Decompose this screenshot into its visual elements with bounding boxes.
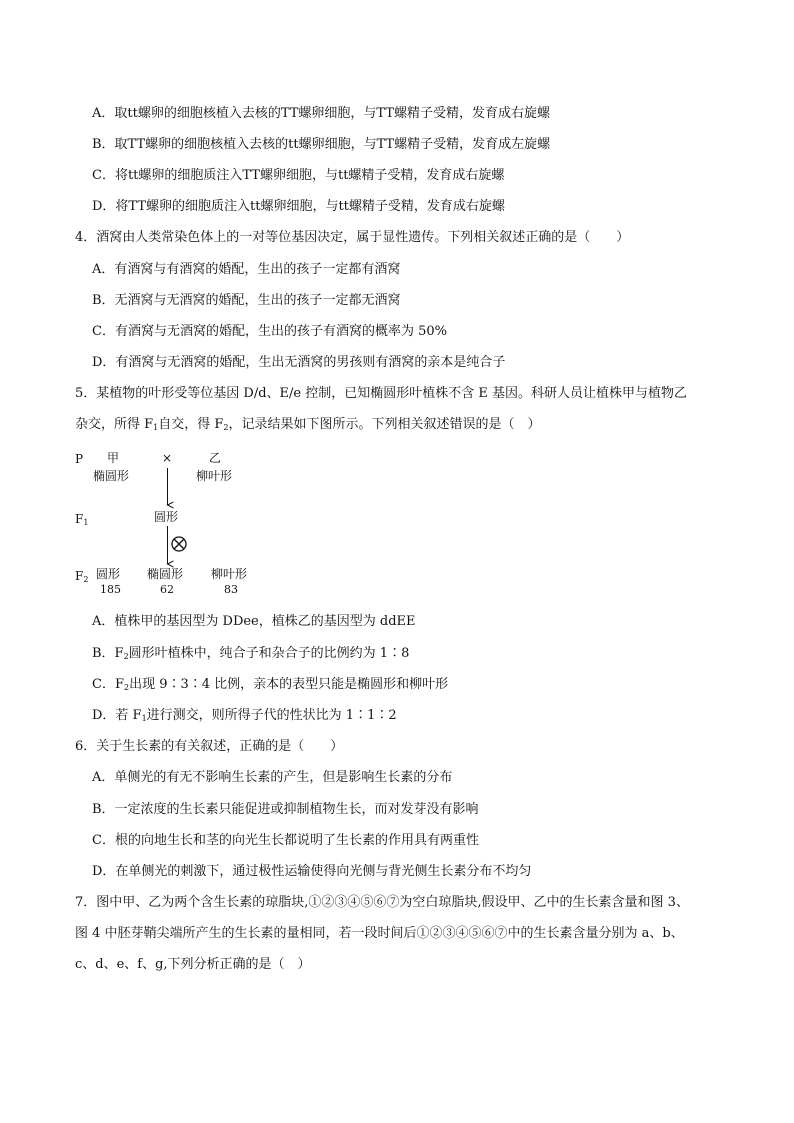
f2-result-count: 83 <box>224 583 238 596</box>
q6-option-c: C．根的向地生长和茎的向光生长都说明了生长素的作用具有两重性 <box>92 833 479 848</box>
q7-stem-line2: 图 4 中胚芽鞘尖端所产生的生长素的量相同，若一段时间后①②③④⑤⑥⑦中的生长素含量分别为 a、b、 <box>75 926 684 941</box>
q6-option-b: B．一定浓度的生长素只能促进或抑制植物生长，而对发芽没有影响 <box>92 802 479 817</box>
q7-stem-line3: c、d、e、f、g,下列分析正确的是（ ） <box>75 957 311 972</box>
q5-stem-line1: 5．某植物的叶形受等位基因 D/d、E/e 控制，已知椭圆形叶植株不含 E 基因。科研人员让植株甲与植物乙 <box>75 386 687 401</box>
q4-option-d: D．有酒窝与无酒窝的婚配，生出无酒窝的男孩则有酒窝的亲本是纯合子 <box>92 355 506 370</box>
q5-option-a: A．植株甲的基因型为 DDee，植株乙的基因型为 ddEE <box>92 614 416 629</box>
f2-result-shape: 柳叶形 <box>211 567 248 581</box>
q6-option-d: D．在单侧光的刺激下，通过极性运输使得向光侧与背光侧生长素分布不均匀 <box>92 864 532 879</box>
q3-option-d: D．将TT螺卵的细胞质注入tt螺卵细胞，与tt螺精子受精，发育成右旋螺 <box>92 199 505 214</box>
q4-option-a: A．有酒窝与有酒窝的婚配，生出的孩子一定都有酒窝 <box>92 262 401 277</box>
q5-option-d: D．若 $F_1$进行测交，则所得子代的性状比为 1∶1∶2 <box>92 708 397 723</box>
f2-result-count: 62 <box>160 583 174 596</box>
parent1-shape: 椭圆形 <box>93 469 130 483</box>
q6-stem: 6．关于生长素的有关叙述，正确的是（ ） <box>75 739 344 754</box>
q5-option-b: B．$F_2$圆形叶植株中，纯合子和杂合子的比例约为 1∶8 <box>92 646 410 661</box>
q3-option-b: B．取TT螺卵的细胞核植入去核的tt螺卵细胞，与TT螺精子受精，发育成左旋螺 <box>92 137 551 152</box>
q4-option-c: C．有酒窝与无酒窝的婚配，生出的孩子有酒窝的概率为 50% <box>92 324 447 339</box>
f2-result-shape: 椭圆形 <box>147 567 184 581</box>
parent1-name: 甲 <box>107 451 120 465</box>
q7-stem-line1: 7．图中甲、乙为两个含生长素的琼脂块,①②③④⑤⑥⑦为空白琼脂块,假设甲、乙中的生长素含量和图 3、 <box>75 895 689 910</box>
q3-option-c: C．将tt螺卵的细胞质注入TT螺卵细胞，与tt螺精子受精，发育成右旋螺 <box>92 168 505 183</box>
f1-generation-label: $F_1$ <box>75 512 89 527</box>
f2-generation-label: $F_2$ <box>75 569 89 584</box>
f1-shape: 圆形 <box>154 510 179 524</box>
p-generation-label: P <box>75 452 84 466</box>
q5-option-c: C．$F_2$出现 9∶3∶4 比例，亲本的表型只能是椭圆形和柳叶形 <box>92 677 449 692</box>
cross-symbol: × <box>162 451 173 465</box>
parent2-shape: 柳叶形 <box>196 469 233 483</box>
f2-result-count: 185 <box>100 583 121 596</box>
q6-option-a: A．单侧光的有无不影响生长素的产生，但是影响生长素的分布 <box>92 770 453 785</box>
q4-option-b: B．无酒窝与无酒窝的婚配，生出的孩子一定都无酒窝 <box>92 293 401 308</box>
q5-stem-line2: 杂交，所得 $F_1$自交，得 $F_2$，记录结果如下图所示。下列相关叙述错误的是（ ） <box>75 417 541 432</box>
q3-option-a: A．取tt螺卵的细胞核植入去核的TT螺卵细胞，与TT螺精子受精，发育成右旋螺 <box>92 106 551 121</box>
f2-result-shape: 圆形 <box>96 567 121 581</box>
parent2-name: 乙 <box>209 451 222 465</box>
q4-stem: 4．酒窝由人类常染色体上的一对等位基因决定，属于显性遗传。下列相关叙述正确的是（ ） <box>75 230 630 245</box>
